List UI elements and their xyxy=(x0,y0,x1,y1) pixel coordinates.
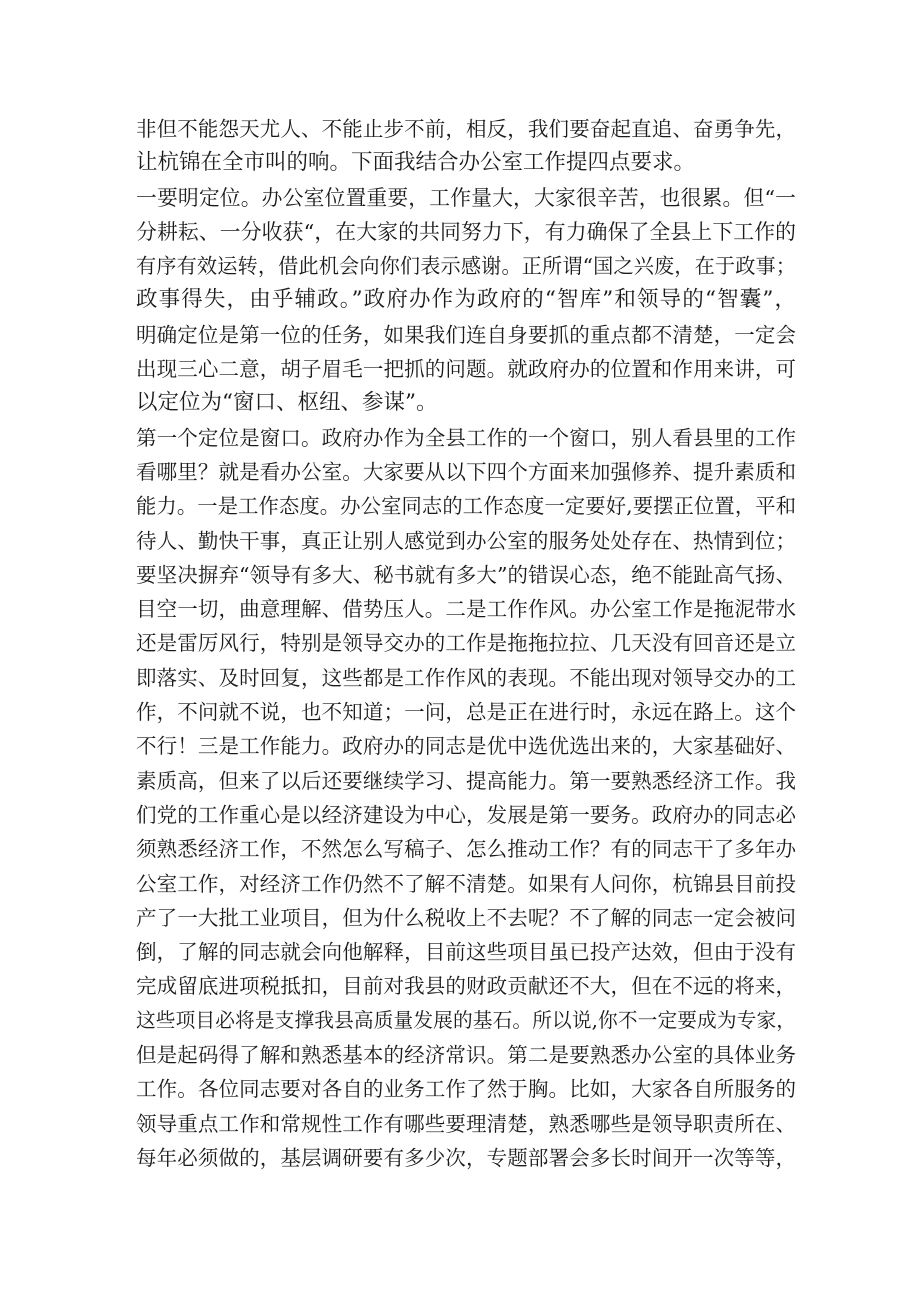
text-line: 看哪里？就是看办公室。大家要从以下四个方面来加强修养、提升素质和 xyxy=(136,459,796,484)
text-line: 领导重点工作和常规性工作有哪些要理清楚，熟悉哪些是领导职责所在、 xyxy=(136,1111,796,1136)
text-line: 倒，了解的同志就会向他解释，目前这些项目虽已投产达效，但由于没有 xyxy=(136,940,796,965)
text-line: 非但不能怨天尤人、不能止步不前，相反，我们要奋起直追、奋勇争先， xyxy=(136,117,796,141)
text-line: 公室工作，对经济工作仍然不了解不清楚。如果有人问你，杭锦县目前投 xyxy=(136,871,796,896)
text-line: 须熟悉经济工作，不然怎么写稿子、怎么推动工作？有的同志干了多年办 xyxy=(136,837,796,862)
text-line: 一要明定位。办公室位置重要，工作量大，大家很辛苦，也很累。但“一 xyxy=(136,185,796,210)
text-line: 这些项目必将是支撑我县高质量发展的基石。所以说,你不一定要成为专家， xyxy=(136,1008,796,1032)
text-line: 出现三心二意，胡子眉毛一把抓的问题。就政府办的位置和作用来讲，可 xyxy=(136,357,796,382)
text-line: 不行！三是工作能力。政府办的同志是优中选优选出来的，大家基础好、 xyxy=(136,734,796,759)
text-line: 产了一大批工业项目，但为什么税收上不去呢？不了解的同志一定会被问 xyxy=(136,905,796,930)
text-line: 目空一切，曲意理解、借势压人。二是工作作风。办公室工作是拖泥带水 xyxy=(136,597,796,622)
text-line: 即落实、及时回复，这些都是工作作风的表现。不能出现对领导交办的工 xyxy=(136,665,796,690)
text-line: 完成留底进项税抵扣，目前对我县的财政贡献还不大，但在不远的将来， xyxy=(136,974,796,999)
text-line: 们党的工作重心是以经济建设为中心，发展是第一要务。政府办的同志必 xyxy=(136,802,796,827)
text-line: 素质高，但来了以后还要继续学习、提高能力。第一要熟悉经济工作。我 xyxy=(136,768,796,793)
text-line: 分耕耘、一分收获“，在大家的共同努力下，有力确保了全县上下工作的 xyxy=(136,219,796,244)
text-line: 每年必须做的，基层调研要有多少次，专题部署会多长时间开一次等等， xyxy=(136,1145,796,1170)
text-line: 第一个定位是窗口。政府办作为全县工作的一个窗口，别人看县里的工作 xyxy=(136,425,796,450)
document-body xyxy=(136,112,796,1175)
text-line: 工作。各位同志要对各自的业务工作了然于胸。比如，大家各自所服务的 xyxy=(136,1077,796,1102)
text-line: 作，不问就不说，也不知道；一问，总是正在进行时，永远在路上。这个 xyxy=(136,700,796,725)
text-line: 政事得失，由乎辅政。”政府办作为政府的“智库”和领导的“智囊”， xyxy=(136,287,796,313)
text-line: 还是雷厉风行，特别是领导交办的工作是拖拖拉拉、几天没有回音还是立 xyxy=(136,631,796,656)
text-line: 有序有效运转，借此机会向你们表示感谢。正所谓“国之兴废，在于政事； xyxy=(136,254,796,279)
text-line: 以定位为“窗口、枢纽、参谋”。 xyxy=(136,390,438,416)
text-line: 待人、勤快干事，真正让别人感觉到办公室的服务处处存在、热情到位； xyxy=(136,528,796,553)
text-line: 能力。一是工作态度。办公室同志的工作态度一定要好,要摆正位置，平和 xyxy=(136,494,796,519)
text-line: 但是起码得了解和熟悉基本的经济常识。第二是要熟悉办公室的具体业务 xyxy=(136,1043,796,1068)
text-line: 让杭锦在全市叫的响。下面我结合办公室工作提四点要求。 xyxy=(136,150,696,176)
text-line: 明确定位是第一位的任务，如果我们连自身要抓的重点都不清楚，一定会 xyxy=(136,322,796,347)
text-line: 要坚决摒弃“领导有多大、秘书就有多大”的错误心态，绝不能趾高气扬、 xyxy=(136,562,796,587)
